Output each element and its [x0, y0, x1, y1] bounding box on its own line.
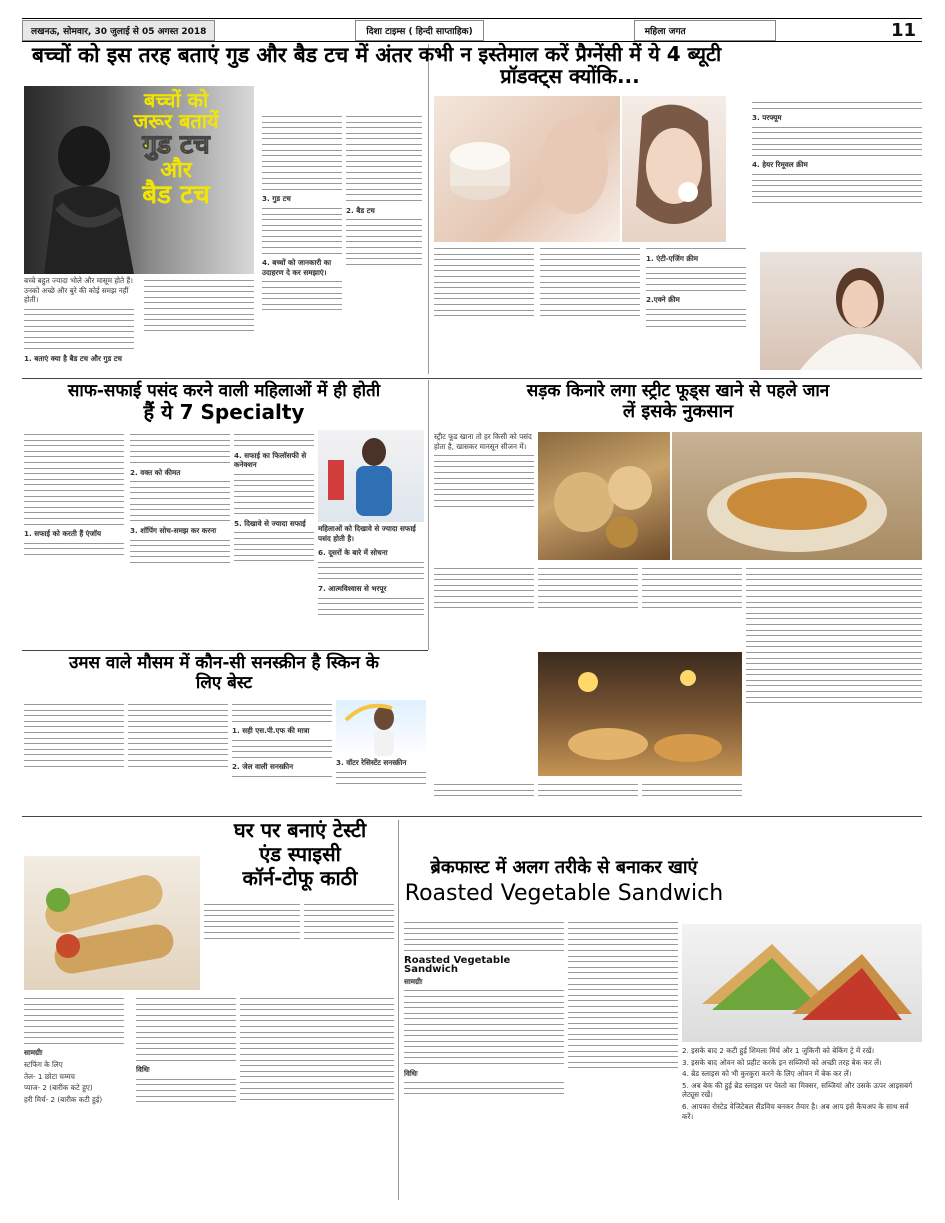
sunscreen-col2	[128, 700, 228, 814]
roll-icon	[24, 856, 200, 990]
bowl-icon	[672, 432, 922, 560]
good-touch-item3: 3. गुड टच	[262, 194, 291, 204]
chaat-image	[672, 432, 922, 560]
street-food-col4	[642, 564, 742, 648]
cleanliness-item6: 6. दूसरों के बारे में सोचना	[318, 548, 388, 557]
pregnancy-item2: 2.एक्ने क्रीम	[646, 295, 680, 305]
cleaning-woman-image	[318, 430, 424, 522]
pregnancy-item1: 1. एंटी-एजिंग क्रीम	[646, 253, 699, 263]
good-touch-col1	[24, 276, 134, 380]
pregnancy-image	[434, 96, 620, 242]
face-icon	[622, 96, 726, 242]
sandwich-step5: 5. अब बेक की हुई ब्रेड स्लाइस पर पेस्तो का मिक्सर, सब्जियां और उसके ऊपर आइसबर्ग लेट्यूस रखें।	[682, 1080, 913, 1100]
street-food-col1	[434, 432, 534, 560]
caption-line-3: गुड टच	[142, 130, 210, 160]
sandwich-col1	[404, 918, 564, 1198]
woman-leaning-image	[760, 252, 922, 370]
sandwich-col3	[682, 1046, 922, 1198]
sandwich-step3: 3. इसके बाद ओवन को प्रहीट करके इन सब्जियों को अच्छी तरह बेक कर लें।	[682, 1057, 882, 1067]
sunscreen-item3: 3. वॉटर रेसिस्टेंट सनस्क्रीन	[336, 758, 407, 767]
street-food-col2	[434, 564, 534, 648]
cleanliness-headline-2: हैं ये 7 Specialty	[143, 400, 305, 424]
woman-face-image	[622, 96, 726, 242]
sandwich-ingredients-title: सामग्रीः	[404, 976, 423, 986]
good-touch-item4: 4. बच्चों को जानकारी का उदाहरण दे कर समझाएं।	[262, 258, 332, 277]
kathi-roll-image	[24, 856, 200, 990]
pregnancy-headline: कभी न इस्तेमाल करें प्रैग्नेंसी में ये 4 ब्यूटी प्रॉडक्ट्स क्योंकि...	[418, 42, 722, 88]
woman-beach-icon	[336, 700, 426, 756]
caption-line-4: और	[160, 158, 192, 184]
sandwich-inline-english: Roasted Vegetable Sandwich	[404, 954, 511, 976]
person-icon	[760, 252, 922, 370]
good-touch-col4	[346, 112, 422, 380]
cleanliness-col3	[234, 430, 314, 648]
good-touch-col2	[144, 276, 254, 380]
sunscreen-col3	[232, 700, 332, 814]
cleanliness-item3: 3. शॉपिंग सोच-समझ कर करना	[130, 525, 217, 535]
sandwich-method-title: विधिः	[404, 1068, 418, 1078]
kathi-col3a	[304, 900, 394, 980]
cleanliness-col4	[318, 548, 424, 648]
cleanliness-item1: 1. सफाई को करती हैं एंजॉय	[24, 529, 101, 539]
sunscreen-image	[336, 700, 426, 756]
good-touch-item2: 2. बैड टच	[346, 205, 375, 215]
street-stall-image	[538, 652, 742, 776]
street-food-col8	[642, 780, 742, 814]
cleaning-person-icon	[318, 430, 424, 522]
pregnancy-col2	[540, 244, 640, 372]
cleanliness-item7: 7. आत्मविश्वास से भरपूर	[318, 583, 387, 593]
sunscreen-col4	[336, 758, 426, 814]
kathi-headline-2: एंड स्पाइसी	[259, 842, 341, 866]
kathi-col1	[24, 994, 124, 1194]
kathi-ingredient-1: स्टफिंग के लिए	[24, 1059, 63, 1069]
cleanliness-item4: 4. सफाई का फिलॉसफी से कनेक्शन	[234, 450, 307, 470]
sandwich-icon	[682, 924, 922, 1042]
sandwich-step2: 2. इसके बाद 2 कटी हुई शिमला मिर्च और 1 जुकिनी को बेकिंग ट्रे में रखें।	[682, 1046, 875, 1055]
pregnancy-item4: 4. हेयर रिमूवल क्रीम	[752, 160, 808, 170]
good-touch-item1: 1. बताएं क्या है बैड टच और गुड टच	[24, 353, 122, 363]
page-header	[22, 18, 922, 42]
food-plate-icon	[538, 432, 670, 560]
street-food-col3	[538, 564, 638, 648]
good-touch-col3	[262, 112, 342, 380]
sandwich-step4: 4. ब्रेड स्लाइस को भी कुरकुरा करने के लिए ओवन में बेक कर लें।	[682, 1069, 852, 1079]
kathi-ingredients-title: सामग्रीः	[24, 1048, 43, 1058]
caption-line-1: बच्चों को	[143, 88, 209, 112]
cleanliness-col2	[130, 430, 230, 648]
pregnancy-col4	[752, 98, 922, 248]
sunscreen-item1: 1. सही एस.पी.एफ की मात्रा	[232, 726, 310, 736]
cleanliness-col1	[24, 430, 124, 648]
page-number: 11	[890, 19, 916, 41]
kathi-ingredient-4: हरी मिर्च- 2 (बारीक कटी हुई)	[24, 1094, 103, 1104]
stall-icon	[538, 652, 742, 776]
sunscreen-col1	[24, 700, 124, 814]
street-food-intro: स्ट्रीट फूड खाना तो हर किसी को पसंद होता है, खासकर मानसून सीजन में।	[434, 432, 532, 451]
good-touch-intro: बच्चे बहुत ज्यादा भोले और मासूम होते हैं। उनको अच्छे और बुरे की कोई समझ नहीं होती।	[24, 276, 133, 305]
street-food-image	[538, 432, 670, 560]
kathi-method-title: विधिः	[136, 1065, 150, 1075]
good-touch-image	[24, 86, 254, 274]
kathi-col4	[304, 994, 394, 1194]
location-date: लखनऊ, सोमवार, 30 जुलाई से 05 अगस्त 2018	[22, 20, 215, 41]
kathi-headline-1: घर पर बनाएं टेस्टी	[233, 818, 367, 842]
sunscreen-headline-2: लिए बेस्ट	[195, 673, 253, 693]
sandwich-headline-english: Roasted Vegetable Sandwich	[404, 881, 724, 906]
sandwich-headline-hindi: ब्रेकफास्ट में अलग तरीके से बनाकर खाएं	[430, 857, 698, 878]
caption-line-5: बैड टच	[142, 180, 210, 211]
kathi-ingredient-3: प्याज- 2 (बारीक कटे हुए)	[24, 1083, 93, 1093]
caption-line-2: जरूर बतायें	[133, 109, 219, 133]
sandwich-image	[682, 924, 922, 1042]
cleanliness-headline-1: साफ-सफाई पसंद करने वाली महिलाओं में ही होती	[67, 381, 381, 401]
street-food-headline-1: सड़क किनारे लगा स्ट्रीट फूड्स खाने से पहले जान	[526, 381, 830, 401]
pregnancy-col3	[646, 244, 746, 372]
street-food-col5	[746, 564, 922, 814]
kathi-col2	[136, 994, 236, 1194]
street-food-col7	[538, 780, 638, 814]
kathi-ingredient-2: तेल- 1 छोटा चम्मच	[24, 1071, 75, 1081]
cleanliness-item2: 2. वक्त को कीमत	[130, 467, 181, 477]
cleanliness-caption: महिलाओं को दिखावे से ज्यादा सफाई पसंद होती है।	[318, 524, 416, 543]
street-food-col6	[434, 780, 534, 814]
pregnancy-item3: 3. परफ्यूम	[752, 113, 782, 123]
kathi-col2a	[204, 900, 300, 980]
cream-jar-icon	[434, 96, 620, 242]
section-name: महिला जगत	[634, 20, 776, 41]
street-food-headline-2: लें इसके नुकसान	[622, 401, 734, 422]
sunscreen-item2: 2. जेल वाली सनस्क्रीन	[232, 762, 294, 772]
good-touch-headline: बच्चों को इस तरह बताएं गुड और बैड टच में अंतर	[31, 43, 413, 67]
cleanliness-item5: 5. दिखावे से ज्यादा सफाई	[234, 518, 306, 528]
pregnancy-col1	[434, 244, 534, 372]
paper-name: दिशा टाइम्स ( हिन्दी साप्ताहिक)	[355, 20, 483, 41]
sunscreen-headline-1: उमस वाले मौसम में कौन-सी सनस्क्रीन है स्किन के	[69, 653, 379, 673]
sandwich-col2	[568, 918, 678, 1198]
sandwich-step6: 6. आपका रोस्टेड वेजिटेबल सैंडविच बनकर तैयार है। अब आप इसे कैचअप के साथ सर्व करें।	[682, 1101, 909, 1121]
kathi-headline-3: कॉर्न-टोफू काठी	[242, 866, 358, 890]
